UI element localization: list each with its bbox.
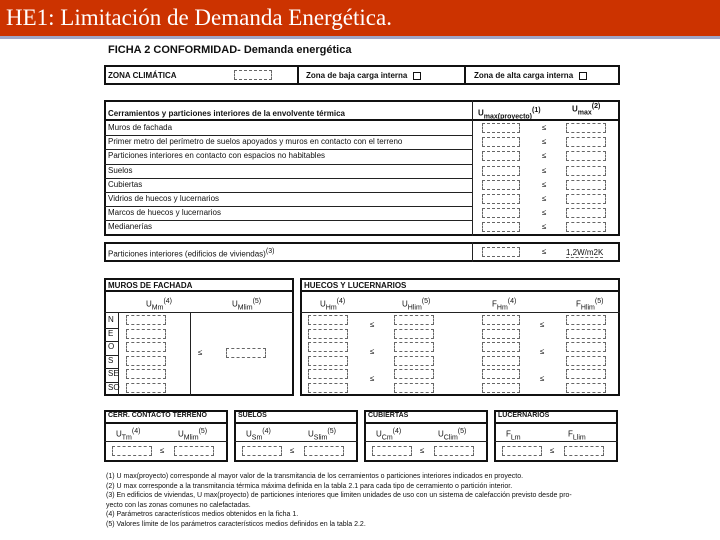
bottom-table-sub-rule	[104, 441, 228, 442]
cerramiento-row-rule	[104, 164, 472, 165]
cerramiento-row-label: Muros de fachada	[108, 123, 173, 132]
muros-col-b-u: U	[232, 299, 238, 309]
huecos-fle: ≤	[540, 374, 545, 384]
cerramiento-uproyecto-field[interactable]	[482, 166, 520, 176]
muros-lim-field[interactable]	[226, 348, 266, 358]
muros-col-a-sub: Mm	[151, 304, 164, 312]
cerramiento-umax-field[interactable]	[566, 194, 606, 204]
muros-col-a	[146, 298, 172, 311]
cerramientos-header: Cerramientos y particiones interiores de la envolvente térmica	[108, 109, 345, 118]
muros-header: MUROS DE FACHADA	[108, 281, 193, 290]
bottom-table-header-rule	[364, 422, 488, 424]
bottom-col-a-sup: (4)	[262, 428, 271, 435]
muros-orientation: SO	[108, 383, 120, 392]
ficha-title: FICHA 2 CONFORMIDAD- Demanda energética	[108, 44, 352, 56]
cerramiento-umax-field[interactable]	[566, 137, 606, 147]
huecos-fhm-field[interactable]	[482, 315, 520, 325]
huecos-uhlim-field[interactable]	[394, 329, 434, 339]
zona-divider-1	[297, 65, 299, 85]
huecos-uhm-field[interactable]	[308, 315, 348, 325]
huecos-subheader-rule	[300, 312, 620, 313]
zona-climatica-label: ZONA CLIMÁTICA	[108, 71, 177, 80]
bottom-table-header: CUBIERTAS	[368, 412, 409, 419]
bottom-col-a-letter: U	[376, 429, 382, 439]
cerramiento-uproyecto-field[interactable]	[482, 208, 520, 218]
zona-climatica-field[interactable]	[234, 70, 272, 80]
bottom-le: ≤	[550, 446, 555, 455]
bottom-le: ≤	[420, 446, 425, 455]
cerramiento-row-rule	[104, 220, 472, 221]
bottom-table-sub-rule	[364, 441, 488, 442]
huecos-col-a-u: U	[320, 299, 326, 309]
particiones-sup: (3)	[265, 248, 275, 255]
bottom-table-header: LUCERNARIOS	[498, 412, 550, 419]
zona-alta-label	[474, 71, 587, 80]
cerramientos-header-rule	[104, 119, 620, 121]
bottom-measured-field[interactable]	[112, 446, 152, 456]
bottom-col-b-sup: (5)	[457, 428, 467, 435]
muros-col-b	[232, 298, 261, 311]
bottom-measured-field[interactable]	[242, 446, 282, 456]
bottom-col-b-sup: (5)	[327, 428, 336, 435]
umax-header	[572, 103, 600, 116]
bottom-limit-field[interactable]	[564, 446, 604, 456]
bottom-col-b-letter: F	[568, 429, 573, 439]
huecos-fhm-field[interactable]	[482, 383, 520, 393]
bottom-col-a-sup: (4)	[131, 428, 141, 435]
huecos-fhlim-field[interactable]	[566, 342, 606, 352]
cerramiento-row-rule	[104, 178, 472, 179]
huecos-uhm-field[interactable]	[308, 356, 348, 366]
huecos-fhm-field[interactable]	[482, 356, 520, 366]
cerramiento-uproyecto-field[interactable]	[482, 137, 520, 147]
cerramiento-row-rule	[104, 192, 472, 193]
bottom-col-a	[116, 428, 140, 441]
zona-alta-checkbox[interactable]	[579, 72, 587, 80]
huecos-col-c-sub: Hm	[496, 304, 508, 312]
muros-col-a-u: U	[146, 299, 152, 309]
huecos-col-d	[576, 298, 603, 311]
footnote-line: (5) Valores límite de los parámetros característicos medios definidos en la tabla 2.2.	[106, 521, 366, 528]
cerramiento-le: ≤	[542, 179, 547, 189]
bottom-col-a-letter: U	[246, 429, 252, 439]
huecos-col-b-u: U	[402, 299, 408, 309]
cerramiento-uproyecto-field[interactable]	[482, 180, 520, 190]
bottom-col-a-letter: F	[506, 429, 511, 439]
bottom-limit-field[interactable]	[304, 446, 344, 456]
bottom-col-a	[376, 428, 401, 441]
muros-um-field[interactable]	[126, 369, 166, 379]
bottom-col-b-sub: Mlim	[183, 434, 199, 442]
cerramiento-le: ≤	[542, 123, 547, 132]
huecos-le: ≤	[370, 374, 375, 384]
cerramiento-row-label: Marcos de huecos y lucernarios	[108, 208, 221, 218]
bottom-col-b-letter: U	[308, 429, 314, 439]
muros-col-b-sub: Mlim	[237, 304, 253, 312]
huecos-col-a-sup: (4)	[336, 298, 346, 305]
bottom-col-a	[246, 428, 271, 441]
huecos-fhlim-field[interactable]	[566, 329, 606, 339]
footnote-line: (1) U max(proyecto) corresponde al mayor valor de la transmitancia de los cerramientos o particiones interiores indicados en proyecto.	[106, 473, 524, 480]
cerramiento-uproyecto-field[interactable]	[482, 151, 520, 161]
bottom-col-a-sub: Lm	[510, 434, 521, 442]
cerramiento-uproyecto-field[interactable]	[482, 222, 520, 232]
huecos-col-d-f: F	[576, 299, 581, 309]
particiones-le: ≤	[542, 247, 547, 256]
bottom-col-b-sub: Clim	[443, 434, 458, 442]
huecos-col-b	[402, 298, 430, 311]
muros-um-field[interactable]	[126, 342, 166, 352]
huecos-col-b-sub: Hlim	[407, 304, 422, 312]
umax-proyecto-sup: (1)	[532, 107, 541, 114]
ficha-sheet	[94, 39, 626, 536]
huecos-fhm-field[interactable]	[482, 329, 520, 339]
cerramiento-le: ≤	[542, 151, 547, 161]
huecos-col-c-sup: (4)	[507, 298, 517, 305]
bottom-table-header-rule	[494, 422, 618, 424]
bottom-col-b-sub: Llim	[572, 434, 586, 442]
huecos-uhm-field[interactable]	[308, 329, 348, 339]
muros-col-a-sup: (4)	[163, 298, 173, 305]
muros-orientation: O	[108, 342, 115, 352]
cerramiento-row-label: Medianerías	[108, 222, 153, 232]
cerramiento-row-label: Suelos	[108, 165, 133, 175]
bottom-col-b	[308, 428, 336, 441]
bottom-table-header-rule	[234, 422, 358, 424]
huecos-fle: ≤	[540, 347, 545, 357]
huecos-col-b-sup: (5)	[421, 298, 431, 305]
bottom-measured-field[interactable]	[372, 446, 412, 456]
cerr-col-divider	[472, 100, 473, 236]
huecos-fhlim-field[interactable]	[566, 315, 606, 325]
slide-title: HE1: Limitación de Demanda Energética.	[0, 0, 720, 36]
umax-proyecto-sub: max(proyecto)	[483, 113, 533, 121]
bottom-col-b-letter: U	[438, 429, 444, 439]
muros-orientation: SE	[108, 369, 119, 379]
muros-um-field[interactable]	[126, 329, 166, 339]
cerramiento-row-rule	[104, 149, 472, 150]
huecos-col-c-f: F	[492, 299, 497, 309]
footnote-line: (4) Parámetros característicos medios obtenidos en la ficha 1.	[106, 511, 299, 519]
huecos-col-d-sub: Hlim	[580, 304, 595, 312]
muros-col-b-sup: (5)	[252, 298, 262, 305]
bottom-col-b-sub: Slim	[313, 434, 328, 442]
bottom-col-b	[438, 428, 466, 441]
bottom-col-b-letter: U	[178, 429, 184, 439]
muros-orientation: E	[108, 328, 114, 338]
cerramiento-le: ≤	[542, 222, 547, 232]
zona-baja-checkbox[interactable]	[413, 72, 421, 80]
muros-orientation: N	[108, 315, 114, 324]
cerramiento-umax-field[interactable]	[566, 222, 606, 232]
huecos-uhlim-field[interactable]	[394, 356, 434, 366]
huecos-fhm-field[interactable]	[482, 342, 520, 352]
zona-alta-text: Zona de alta carga interna	[474, 71, 574, 80]
huecos-uhlim-field[interactable]	[394, 315, 434, 325]
huecos-uhm-field[interactable]	[308, 383, 348, 393]
umax-proyecto-header	[478, 107, 541, 120]
cerramiento-le: ≤	[542, 208, 547, 218]
huecos-uhlim-field[interactable]	[394, 342, 434, 352]
particiones-label	[108, 248, 274, 259]
cerramiento-umax-field[interactable]	[566, 208, 606, 218]
umax-u: U	[572, 104, 578, 114]
huecos-uhlim-field[interactable]	[394, 383, 434, 393]
bottom-table-sub-rule	[234, 441, 358, 442]
huecos-uhm-field[interactable]	[308, 369, 348, 379]
bottom-col-a-sub: Tm	[121, 434, 132, 442]
umax-sup: (2)	[591, 103, 601, 110]
bottom-col-a-sup: (4)	[392, 428, 402, 435]
muros-um-field[interactable]	[126, 315, 166, 325]
cerramiento-uproyecto-field[interactable]	[482, 194, 520, 204]
cerramiento-row-rule	[104, 135, 472, 136]
cerramiento-row-label: Cubiertas	[108, 179, 143, 189]
bottom-col-b-sup: (5)	[198, 428, 208, 435]
bottom-col-b	[178, 428, 207, 441]
bottom-col-a-sub: Sm	[251, 434, 263, 442]
muros-um-field[interactable]	[126, 356, 166, 366]
muros-bracket	[190, 312, 191, 396]
bottom-table-header-rule	[104, 422, 228, 424]
cerramiento-umax-field[interactable]	[566, 151, 606, 161]
zona-divider-2	[464, 65, 466, 85]
particiones-field[interactable]	[482, 247, 520, 257]
huecos-le: ≤	[370, 320, 375, 329]
bottom-limit-field[interactable]	[174, 446, 214, 456]
huecos-col-a	[320, 298, 345, 311]
bottom-col-a	[506, 428, 521, 441]
particiones-value: 1,2W/m2K	[566, 248, 604, 257]
huecos-col-d-sup: (5)	[594, 298, 604, 305]
zona-baja-text: Zona de baja carga interna	[306, 71, 408, 80]
huecos-uhlim-field[interactable]	[394, 369, 434, 379]
bottom-table-header: SUELOS	[238, 412, 267, 419]
cerramiento-umax-field[interactable]	[566, 180, 606, 190]
huecos-fhlim-field[interactable]	[566, 356, 606, 366]
cerramiento-umax-field[interactable]	[566, 123, 606, 133]
bottom-table-sub-rule	[494, 441, 618, 442]
cerramiento-uproyecto-field[interactable]	[482, 123, 520, 133]
huecos-uhm-field[interactable]	[308, 342, 348, 352]
muros-um-field[interactable]	[126, 383, 166, 393]
huecos-fhlim-field[interactable]	[566, 369, 606, 379]
muros-le: ≤	[198, 348, 203, 357]
cerramiento-row-label: Primer metro del perímetro de suelos apoyados y muros en contacto con el terreno	[108, 137, 403, 147]
muros-orientation: S	[108, 355, 114, 365]
zona-baja-label	[306, 71, 421, 80]
huecos-header-rule	[300, 290, 620, 292]
footnote-line: yecto con las zonas comunes no calefactadas.	[106, 501, 251, 509]
muros-subheader-rule	[104, 312, 294, 313]
bottom-col-a-letter: U	[116, 429, 122, 439]
footnote-line: (2) U max corresponde a la transmitancia térmica máxima definida en la tabla 2.1 para cada tipo de cerramiento o partición interior.	[106, 482, 513, 490]
particiones-divider	[472, 242, 473, 262]
bottom-col-b	[568, 428, 586, 441]
cerramiento-le: ≤	[542, 165, 547, 175]
bottom-le: ≤	[290, 446, 295, 455]
cerramiento-row-rule	[104, 206, 472, 207]
umax-proyecto-u: U	[478, 108, 484, 118]
muros-header-rule	[104, 290, 294, 292]
footnote-line: (3) En edificios de viviendas, U max(proyecto) de particiones interiores que limiten unidades de uso con un sistema de calefacción previsto desde pro-	[106, 492, 572, 500]
bottom-le: ≤	[160, 446, 165, 455]
huecos-fle: ≤	[540, 320, 545, 329]
bottom-table-header: CERR. CONTACTO TERRENO	[108, 412, 207, 419]
cerramiento-umax-field[interactable]	[566, 166, 606, 176]
huecos-fhm-field[interactable]	[482, 369, 520, 379]
huecos-le: ≤	[370, 347, 375, 357]
cerramiento-row-label: Vidrios de huecos y lucernarios	[108, 194, 220, 203]
huecos-fhlim-field[interactable]	[566, 383, 606, 393]
huecos-col-c	[492, 298, 516, 311]
particiones-text: Particiones interiores (edificios de viviendas)	[108, 249, 266, 259]
cerramiento-row-label: Particiones interiores en contacto con espacios no habitables	[108, 151, 326, 161]
huecos-col-a-sub: Hm	[325, 304, 337, 312]
huecos-header: HUECOS Y LUCERNARIOS	[304, 281, 407, 290]
bottom-limit-field[interactable]	[434, 446, 474, 456]
cerramiento-le: ≤	[542, 137, 547, 147]
bottom-measured-field[interactable]	[502, 446, 542, 456]
cerramiento-le: ≤	[542, 194, 547, 203]
bottom-col-a-sub: Cm	[381, 434, 393, 442]
umax-sub: max	[577, 109, 592, 117]
